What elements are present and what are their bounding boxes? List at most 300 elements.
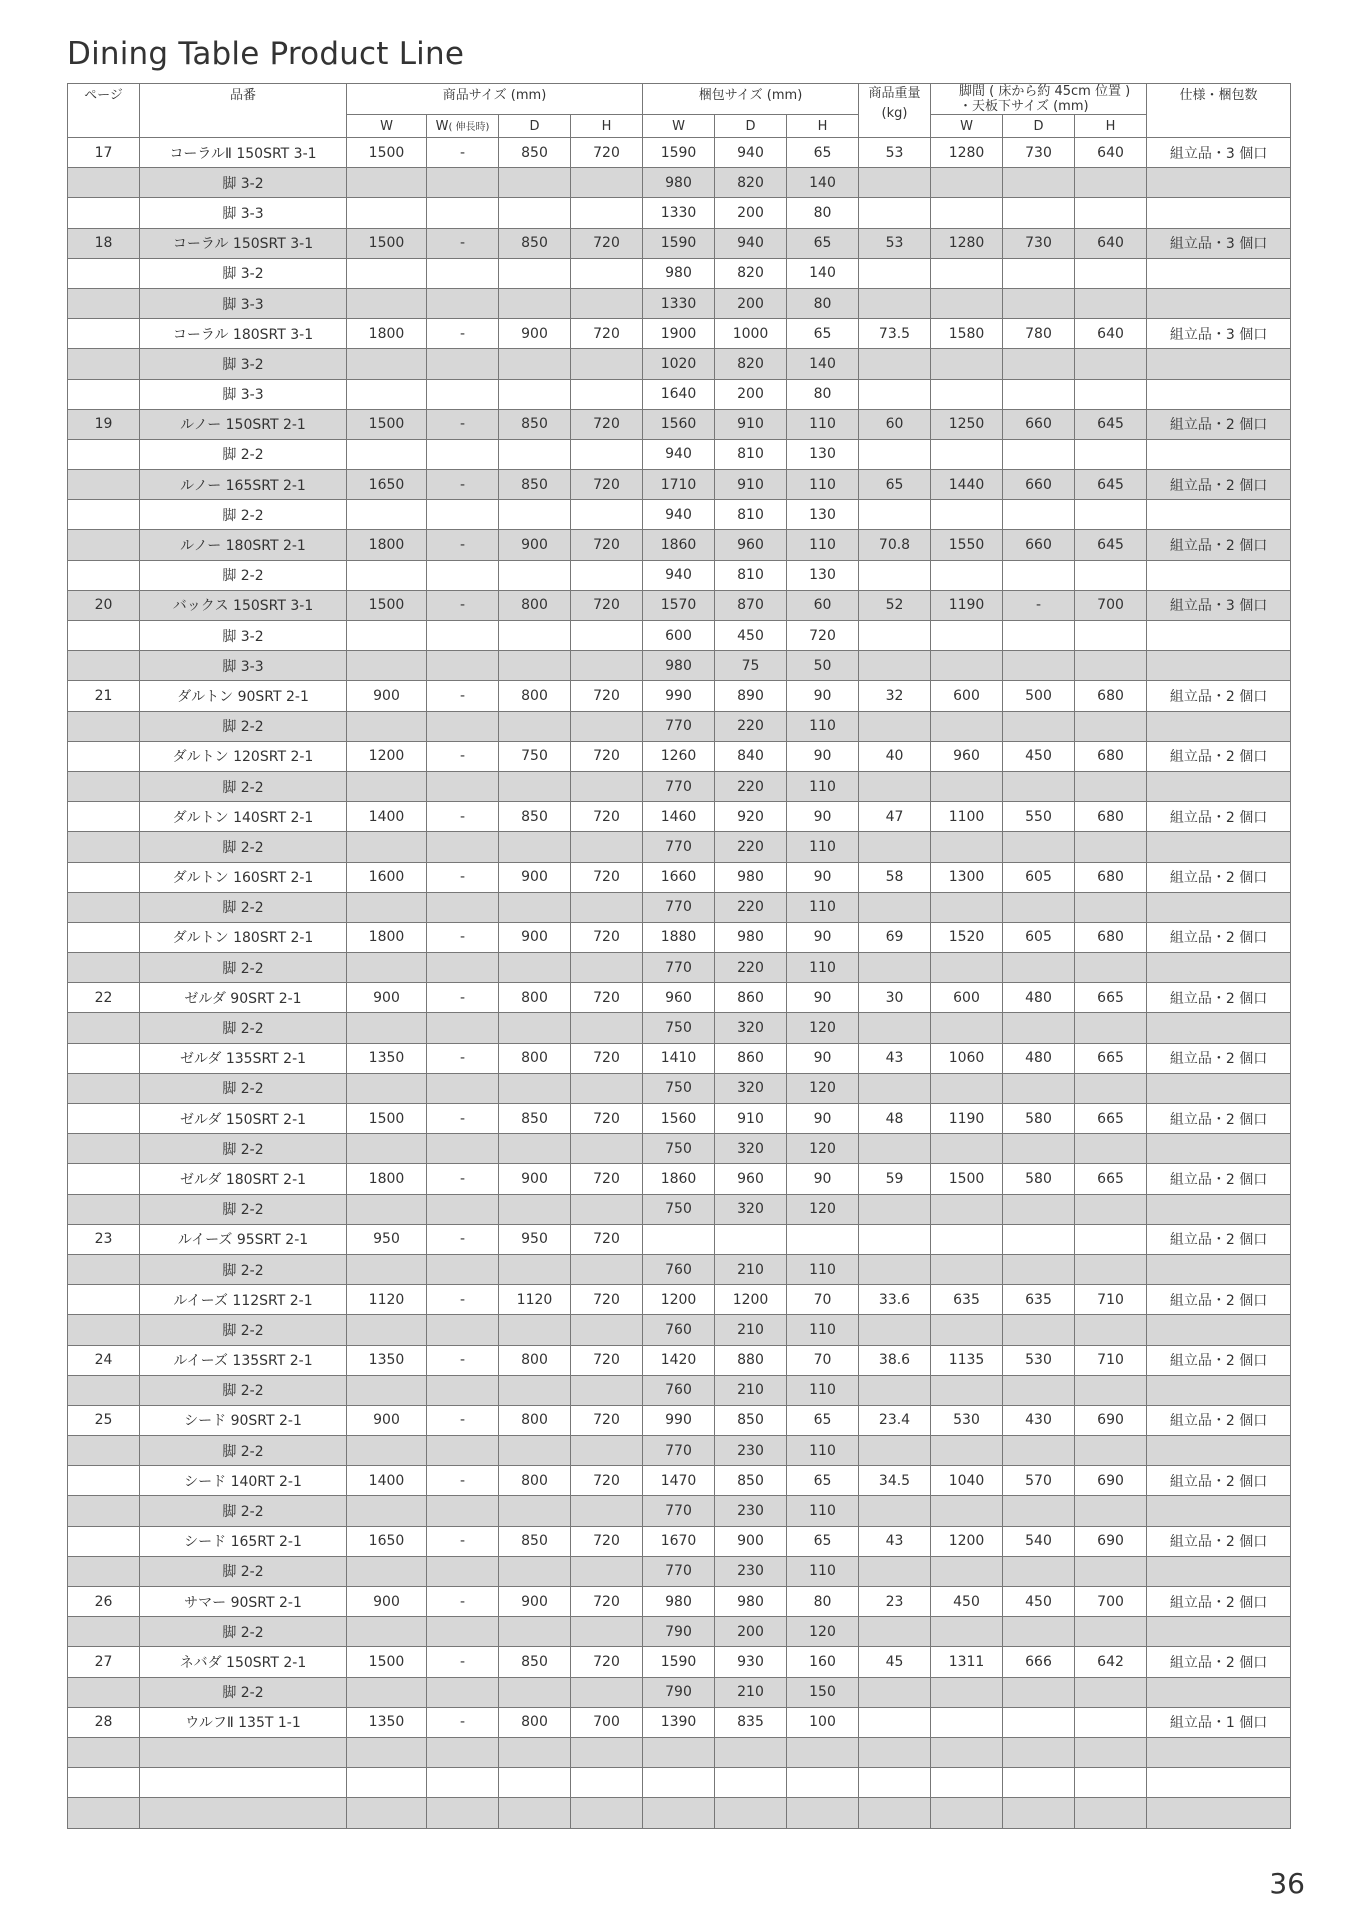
leg-depth-cell xyxy=(1003,953,1075,983)
leg-depth-cell: 730 xyxy=(1003,138,1075,168)
leg-height-cell xyxy=(1075,1617,1147,1647)
package-height-cell: 65 xyxy=(787,1526,859,1556)
leg-width-cell: 1280 xyxy=(931,228,1003,258)
table-row xyxy=(68,409,1291,439)
height-cell xyxy=(571,258,643,288)
weight-cell: 23.4 xyxy=(859,1405,931,1435)
weight-cell xyxy=(859,711,931,741)
spec-cell: 組立品・2 個口 xyxy=(1147,1466,1291,1496)
leg-width-cell xyxy=(931,1315,1003,1345)
leg-depth-cell xyxy=(1003,1134,1075,1164)
package-width-cell: 1880 xyxy=(643,922,715,952)
package-depth-cell: 860 xyxy=(715,1043,787,1073)
weight-cell: 73.5 xyxy=(859,319,931,349)
depth-cell: 800 xyxy=(499,590,571,620)
table-row xyxy=(68,983,1291,1013)
depth-cell: 900 xyxy=(499,1164,571,1194)
package-height-cell: 80 xyxy=(787,379,859,409)
depth-cell xyxy=(499,258,571,288)
package-height-cell: 110 xyxy=(787,1375,859,1405)
product-name-cell: 脚 2-2 xyxy=(140,1254,347,1284)
height-cell: 720 xyxy=(571,802,643,832)
width-extended-cell xyxy=(427,439,499,469)
leg-width-cell xyxy=(931,560,1003,590)
height-cell xyxy=(571,500,643,530)
leg-depth-cell xyxy=(1003,1707,1075,1737)
spec-cell xyxy=(1147,771,1291,801)
spec-cell xyxy=(1147,1315,1291,1345)
width-extended-cell xyxy=(427,1194,499,1224)
spec-cell: 組立品・3 個口 xyxy=(1147,228,1291,258)
leg-width-cell: 1580 xyxy=(931,319,1003,349)
table-row xyxy=(68,953,1291,983)
leg-depth-cell xyxy=(1003,621,1075,651)
table-row xyxy=(68,319,1291,349)
leg-height-cell xyxy=(1075,1315,1147,1345)
package-width-cell: 990 xyxy=(643,681,715,711)
spec-cell: 組立品・3 個口 xyxy=(1147,319,1291,349)
width-cell xyxy=(347,1073,427,1103)
package-height-cell: 110 xyxy=(787,470,859,500)
table-row xyxy=(68,862,1291,892)
product-name-cell: ルノー 180SRT 2-1 xyxy=(140,530,347,560)
package-depth-cell: 860 xyxy=(715,983,787,1013)
width-cell xyxy=(347,500,427,530)
width-extended-cell: - xyxy=(427,530,499,560)
width-extended-cell xyxy=(427,1013,499,1043)
table-row xyxy=(68,168,1291,198)
package-width-cell: 1330 xyxy=(643,198,715,228)
weight-cell: 23 xyxy=(859,1587,931,1617)
width-extended-cell: - xyxy=(427,319,499,349)
leg-height-cell xyxy=(1075,1375,1147,1405)
product-name-cell: ダルトン 90SRT 2-1 xyxy=(140,681,347,711)
product-name-cell: 脚 3-2 xyxy=(140,258,347,288)
package-depth-cell: 980 xyxy=(715,1587,787,1617)
height-cell: 700 xyxy=(571,1707,643,1737)
weight-cell xyxy=(859,560,931,590)
width-cell xyxy=(347,1194,427,1224)
width-extended-cell xyxy=(427,1617,499,1647)
weight-cell xyxy=(859,1073,931,1103)
width-extended-cell: - xyxy=(427,470,499,500)
product-name-cell: コーラルⅡ 150SRT 3-1 xyxy=(140,138,347,168)
package-depth-cell: 200 xyxy=(715,379,787,409)
leg-height-cell xyxy=(1075,1013,1147,1043)
width-extended-cell xyxy=(427,1436,499,1466)
leg-height-cell: 710 xyxy=(1075,1345,1147,1375)
weight-cell xyxy=(859,832,931,862)
spec-cell: 組立品・2 個口 xyxy=(1147,1104,1291,1134)
table-body xyxy=(68,138,1291,1829)
width-extended-cell xyxy=(427,198,499,228)
package-height-cell: 50 xyxy=(787,651,859,681)
weight-cell: 33.6 xyxy=(859,1285,931,1315)
package-width-cell: 770 xyxy=(643,1436,715,1466)
page-cell xyxy=(68,892,140,922)
product-name-cell: ルイーズ 135SRT 2-1 xyxy=(140,1345,347,1375)
leg-depth-cell xyxy=(1003,711,1075,741)
depth-cell xyxy=(499,1617,571,1647)
product-name-cell: シード 90SRT 2-1 xyxy=(140,1405,347,1435)
product-name-cell: ルノー 150SRT 2-1 xyxy=(140,409,347,439)
spec-cell xyxy=(1147,500,1291,530)
package-depth-cell: 230 xyxy=(715,1436,787,1466)
width-cell: 1500 xyxy=(347,138,427,168)
page-cell: 20 xyxy=(68,590,140,620)
table-row xyxy=(68,379,1291,409)
leg-depth-cell: 550 xyxy=(1003,802,1075,832)
package-width-cell: 1590 xyxy=(643,228,715,258)
leg-width-cell: 635 xyxy=(931,1285,1003,1315)
table-row xyxy=(68,1013,1291,1043)
leg-width-cell: 1280 xyxy=(931,138,1003,168)
leg-width-cell xyxy=(931,771,1003,801)
page-cell: 28 xyxy=(68,1707,140,1737)
weight-cell xyxy=(859,1737,931,1767)
package-height-cell: 65 xyxy=(787,319,859,349)
spec-cell xyxy=(1147,1194,1291,1224)
leg-height-cell: 665 xyxy=(1075,1043,1147,1073)
height-cell: 720 xyxy=(571,228,643,258)
width-extended-cell xyxy=(427,1677,499,1707)
package-width-cell: 1670 xyxy=(643,1526,715,1556)
page-cell xyxy=(68,1194,140,1224)
depth-cell xyxy=(499,1013,571,1043)
package-height-cell: 110 xyxy=(787,530,859,560)
table-row xyxy=(68,349,1291,379)
product-name-cell: 脚 2-2 xyxy=(140,439,347,469)
leg-height-cell xyxy=(1075,832,1147,862)
spec-cell: 組立品・3 個口 xyxy=(1147,590,1291,620)
width-cell: 1500 xyxy=(347,228,427,258)
depth-cell xyxy=(499,1496,571,1526)
leg-height-cell xyxy=(1075,953,1147,983)
page-cell xyxy=(68,319,140,349)
leg-depth-cell xyxy=(1003,288,1075,318)
table-row xyxy=(68,681,1291,711)
leg-height-cell: 665 xyxy=(1075,1104,1147,1134)
package-depth-cell: 960 xyxy=(715,530,787,560)
width-extended-cell: - xyxy=(427,590,499,620)
leg-depth-cell: 580 xyxy=(1003,1104,1075,1134)
header-package-d: D xyxy=(715,115,787,138)
package-depth-cell: 1200 xyxy=(715,1285,787,1315)
depth-cell xyxy=(499,1677,571,1707)
package-height-cell: 110 xyxy=(787,892,859,922)
package-width-cell: 960 xyxy=(643,983,715,1013)
page-cell xyxy=(68,953,140,983)
table-row xyxy=(68,1254,1291,1284)
height-cell: 720 xyxy=(571,1043,643,1073)
depth-cell: 900 xyxy=(499,319,571,349)
leg-width-cell xyxy=(931,1768,1003,1798)
height-cell xyxy=(571,1556,643,1586)
package-width-cell: 940 xyxy=(643,560,715,590)
width-extended-cell: - xyxy=(427,862,499,892)
weight-cell xyxy=(859,168,931,198)
weight-cell: 45 xyxy=(859,1647,931,1677)
package-width-cell: 600 xyxy=(643,621,715,651)
leg-depth-cell: 660 xyxy=(1003,409,1075,439)
leg-width-cell xyxy=(931,439,1003,469)
spec-cell xyxy=(1147,1768,1291,1798)
header-d: D xyxy=(499,115,571,138)
width-cell: 1650 xyxy=(347,1526,427,1556)
height-cell: 720 xyxy=(571,741,643,771)
product-name-cell: 脚 3-2 xyxy=(140,349,347,379)
product-name-cell xyxy=(140,1768,347,1798)
package-height-cell: 110 xyxy=(787,953,859,983)
width-extended-cell xyxy=(427,1073,499,1103)
package-width-cell: 790 xyxy=(643,1677,715,1707)
product-name-cell: 脚 2-2 xyxy=(140,1194,347,1224)
package-depth-cell: 75 xyxy=(715,651,787,681)
height-cell xyxy=(571,198,643,228)
package-width-cell: 790 xyxy=(643,1617,715,1647)
header-page: ページ xyxy=(68,84,140,138)
leg-width-cell: 1060 xyxy=(931,1043,1003,1073)
page-cell xyxy=(68,1617,140,1647)
width-extended-cell: - xyxy=(427,1647,499,1677)
package-depth-cell: 930 xyxy=(715,1647,787,1677)
product-name-cell: 脚 3-3 xyxy=(140,198,347,228)
leg-depth-cell: 580 xyxy=(1003,1164,1075,1194)
leg-width-cell: 1250 xyxy=(931,409,1003,439)
product-name-cell: 脚 2-2 xyxy=(140,500,347,530)
leg-width-cell xyxy=(931,198,1003,228)
spec-cell xyxy=(1147,560,1291,590)
width-cell: 1400 xyxy=(347,802,427,832)
leg-depth-cell xyxy=(1003,198,1075,228)
height-cell: 720 xyxy=(571,1104,643,1134)
package-depth-cell: 210 xyxy=(715,1375,787,1405)
height-cell xyxy=(571,1677,643,1707)
leg-width-cell xyxy=(931,379,1003,409)
page-cell: 27 xyxy=(68,1647,140,1677)
package-height-cell: 720 xyxy=(787,621,859,651)
package-height-cell: 160 xyxy=(787,1647,859,1677)
leg-height-cell: 680 xyxy=(1075,922,1147,952)
package-width-cell: 1420 xyxy=(643,1345,715,1375)
weight-cell: 52 xyxy=(859,590,931,620)
spec-cell: 組立品・2 個口 xyxy=(1147,681,1291,711)
width-extended-cell xyxy=(427,1798,499,1828)
spec-cell: 組立品・2 個口 xyxy=(1147,1526,1291,1556)
table-row xyxy=(68,802,1291,832)
table-row xyxy=(68,1737,1291,1767)
spec-cell xyxy=(1147,168,1291,198)
leg-height-cell: 642 xyxy=(1075,1647,1147,1677)
leg-depth-cell xyxy=(1003,439,1075,469)
package-depth-cell: 230 xyxy=(715,1496,787,1526)
depth-cell xyxy=(499,1134,571,1164)
weight-cell xyxy=(859,1556,931,1586)
width-extended-cell: - xyxy=(427,1104,499,1134)
page-cell xyxy=(68,621,140,651)
leg-width-cell: 1550 xyxy=(931,530,1003,560)
width-extended-cell: - xyxy=(427,983,499,1013)
width-extended-cell: - xyxy=(427,1466,499,1496)
product-name-cell: コーラル 180SRT 3-1 xyxy=(140,319,347,349)
width-extended-cell xyxy=(427,1375,499,1405)
weight-cell xyxy=(859,349,931,379)
leg-depth-cell: 430 xyxy=(1003,1405,1075,1435)
weight-cell xyxy=(859,288,931,318)
header-product: 品番 xyxy=(140,84,347,138)
package-width-cell: 1900 xyxy=(643,319,715,349)
depth-cell xyxy=(499,288,571,318)
leg-height-cell: 645 xyxy=(1075,409,1147,439)
product-name-cell: ルイーズ 112SRT 2-1 xyxy=(140,1285,347,1315)
package-width-cell: 750 xyxy=(643,1134,715,1164)
package-height-cell: 60 xyxy=(787,590,859,620)
width-cell xyxy=(347,168,427,198)
product-name-cell: 脚 3-2 xyxy=(140,168,347,198)
page-cell: 19 xyxy=(68,409,140,439)
leg-depth-cell xyxy=(1003,1768,1075,1798)
depth-cell: 900 xyxy=(499,922,571,952)
spec-cell: 組立品・2 個口 xyxy=(1147,1405,1291,1435)
spec-cell xyxy=(1147,1496,1291,1526)
leg-depth-cell xyxy=(1003,892,1075,922)
header-leg-span-line1: 脚間 ( 床から約 45cm 位置 ) xyxy=(959,84,1131,99)
height-cell xyxy=(571,1496,643,1526)
width-cell: 1120 xyxy=(347,1285,427,1315)
header-product-size: 商品サイズ (mm) xyxy=(347,84,643,115)
package-depth-cell: 980 xyxy=(715,922,787,952)
package-width-cell: 940 xyxy=(643,439,715,469)
table-row xyxy=(68,1345,1291,1375)
table-row xyxy=(68,530,1291,560)
leg-height-cell: 700 xyxy=(1075,1587,1147,1617)
leg-width-cell: 1190 xyxy=(931,1104,1003,1134)
package-depth-cell: 960 xyxy=(715,1164,787,1194)
header-package-h: H xyxy=(787,115,859,138)
height-cell xyxy=(571,1798,643,1828)
leg-width-cell: 1200 xyxy=(931,1526,1003,1556)
width-extended-cell: - xyxy=(427,1164,499,1194)
package-height-cell: 65 xyxy=(787,1405,859,1435)
width-cell: 1350 xyxy=(347,1043,427,1073)
height-cell: 720 xyxy=(571,138,643,168)
width-cell: 1650 xyxy=(347,470,427,500)
width-extended-cell xyxy=(427,500,499,530)
depth-cell: 800 xyxy=(499,1466,571,1496)
package-width-cell: 1660 xyxy=(643,862,715,892)
weight-cell: 43 xyxy=(859,1526,931,1556)
table-row xyxy=(68,651,1291,681)
product-name-cell: ゼルダ 150SRT 2-1 xyxy=(140,1104,347,1134)
package-depth-cell: 940 xyxy=(715,138,787,168)
width-cell xyxy=(347,1496,427,1526)
package-depth-cell: 450 xyxy=(715,621,787,651)
spec-cell xyxy=(1147,892,1291,922)
width-extended-cell: - xyxy=(427,1285,499,1315)
package-height-cell xyxy=(787,1768,859,1798)
package-height-cell: 90 xyxy=(787,922,859,952)
page-cell: 21 xyxy=(68,681,140,711)
product-name-cell: 脚 2-2 xyxy=(140,1134,347,1164)
page-cell xyxy=(68,1798,140,1828)
table-row xyxy=(68,1134,1291,1164)
page-cell xyxy=(68,771,140,801)
product-name-cell: ゼルダ 135SRT 2-1 xyxy=(140,1043,347,1073)
height-cell: 720 xyxy=(571,530,643,560)
leg-height-cell xyxy=(1075,1707,1147,1737)
width-cell: 1500 xyxy=(347,1104,427,1134)
product-name-cell: 脚 2-2 xyxy=(140,1677,347,1707)
spec-cell xyxy=(1147,651,1291,681)
product-name-cell: 脚 2-2 xyxy=(140,1315,347,1345)
table-row xyxy=(68,1043,1291,1073)
depth-cell: 950 xyxy=(499,1224,571,1254)
product-name-cell: ルノー 165SRT 2-1 xyxy=(140,470,347,500)
leg-width-cell: 1520 xyxy=(931,922,1003,952)
page-cell xyxy=(68,1526,140,1556)
package-height-cell: 130 xyxy=(787,439,859,469)
width-extended-cell: - xyxy=(427,1224,499,1254)
leg-height-cell: 680 xyxy=(1075,802,1147,832)
table-row xyxy=(68,1677,1291,1707)
table-row xyxy=(68,198,1291,228)
width-cell: 1800 xyxy=(347,1164,427,1194)
page-cell xyxy=(68,1134,140,1164)
width-extended-cell: - xyxy=(427,1526,499,1556)
depth-cell xyxy=(499,1073,571,1103)
height-cell xyxy=(571,1194,643,1224)
width-extended-cell: - xyxy=(427,409,499,439)
package-depth-cell: 940 xyxy=(715,228,787,258)
height-cell: 720 xyxy=(571,470,643,500)
width-extended-cell xyxy=(427,288,499,318)
leg-width-cell: 530 xyxy=(931,1405,1003,1435)
leg-height-cell xyxy=(1075,1677,1147,1707)
page-cell: 24 xyxy=(68,1345,140,1375)
leg-width-cell xyxy=(931,1194,1003,1224)
package-depth-cell: 850 xyxy=(715,1405,787,1435)
product-name-cell: 脚 2-2 xyxy=(140,1496,347,1526)
depth-cell: 800 xyxy=(499,983,571,1013)
package-height-cell: 65 xyxy=(787,138,859,168)
package-width-cell: 750 xyxy=(643,1013,715,1043)
package-width-cell: 760 xyxy=(643,1254,715,1284)
width-cell xyxy=(347,1013,427,1043)
package-width-cell: 1410 xyxy=(643,1043,715,1073)
package-depth-cell: 210 xyxy=(715,1315,787,1345)
package-depth-cell: 810 xyxy=(715,500,787,530)
leg-depth-cell xyxy=(1003,1315,1075,1345)
package-height-cell: 140 xyxy=(787,168,859,198)
package-height-cell: 80 xyxy=(787,288,859,318)
leg-height-cell: 680 xyxy=(1075,681,1147,711)
product-name-cell: 脚 3-3 xyxy=(140,651,347,681)
leg-width-cell xyxy=(931,1013,1003,1043)
package-depth-cell: 910 xyxy=(715,470,787,500)
leg-depth-cell xyxy=(1003,1375,1075,1405)
leg-width-cell xyxy=(931,651,1003,681)
page-cell xyxy=(68,1496,140,1526)
width-cell xyxy=(347,288,427,318)
depth-cell: 850 xyxy=(499,138,571,168)
width-cell xyxy=(347,1768,427,1798)
product-name-cell: バックス 150SRT 3-1 xyxy=(140,590,347,620)
package-height-cell: 80 xyxy=(787,1587,859,1617)
leg-height-cell: 645 xyxy=(1075,470,1147,500)
page-number: 36 xyxy=(1269,1867,1305,1900)
height-cell xyxy=(571,1073,643,1103)
width-extended-cell xyxy=(427,771,499,801)
